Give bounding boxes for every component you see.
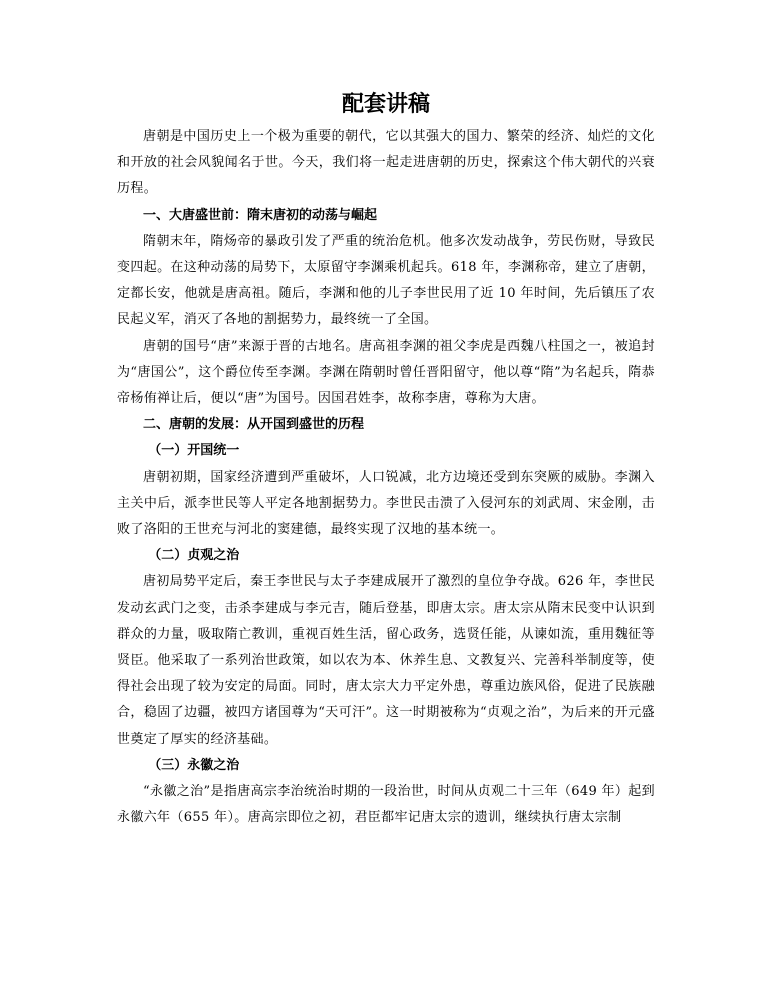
body-paragraph: “永徽之治”是指唐高宗李治统治时期的一段治世，时间从贞观二十三年（649 年）起到永徽六年（655 年）。唐高宗即位之初，君臣都牢记唐太宗的遗训，继续执行唐太宗制 (117, 784, 655, 826)
intro-paragraph: 唐朝是中国历史上一个极为重要的朝代，它以其强大的国力、繁荣的经济、灿烂的文化和开放的社会风貌闻名于世。今天，我们将一起走进唐朝的历史，探索这个伟大朝代的兴衰历程。 (117, 129, 655, 197)
body-paragraph: 隋朝末年，隋炀帝的暴政引发了严重的统治危机。他多次发动战争，劳民伤财，导致民变四起。在这种动荡的局势下，太原留守李渊乘机起兵。618 年，李渊称帝，建立了唐朝，定都长安，他就是唐高祖。随后，李渊和他的儿子李世民用了近 10 年时间，先后镇压了农民起义军，消灭了各地的割据势力，最终统一了全国。 (117, 233, 655, 328)
body-paragraph: 唐初局势平定后，秦王李世民与太子李建成展开了激烈的皇位争夺战。626 年，李世民发动玄武门之变，击杀李建成与李元吉，随后登基，即唐太宗。唐太宗从隋末民变中认识到群众的力量，吸取隋亡教训，重视百姓生活，留心政务，选贤任能，从谏如流，重用魏征等贤臣。他采取了一系列治世政策，如以农为本、休养生息、文教复兴、完善科举制度等，使得社会出现了较为安定的局面。同时，唐太宗大力平定外患，尊重边族风俗，促进了民族融合，稳固了边疆，被四方诸国尊为“天可汗”。这一时期被称为“贞观之治”，为后来的开元盛世奠定了厚实的经济基础。 (117, 574, 655, 747)
subsection-heading: （二）贞观之治 (148, 548, 240, 564)
section-heading: 一、大唐盛世前：隋末唐初的动荡与崛起 (143, 207, 378, 223)
subsection-heading: （一）开国统一 (148, 443, 240, 459)
section-heading: 二、唐朝的发展：从开国到盛世的历程 (143, 417, 365, 433)
document-page (117, 88, 655, 831)
document-title: 配套讲稿 (341, 91, 430, 117)
body-paragraph: 唐朝的国号“唐”来源于晋的古地名。唐高祖李渊的祖父李虎是西魏八柱国之一，被追封为“唐国公”，这个爵位传至李渊。李渊在隋朝时曾任晋阳留守，他以尊“隋”为名起兵，隋恭帝杨侑禅让后，便以“唐”为国号。因国君姓李，故称李唐，尊称为大唐。 (117, 338, 655, 407)
body-paragraph: 唐朝初期，国家经济遭到严重破坏，人口锐减，北方边境还受到东突厥的威胁。李渊入主关中后，派李世民等人平定各地割据势力。李世民击溃了入侵河东的刘武周、宋金刚，击败了洛阳的王世充与河北的窦建德，最终实现了汉地的基本统一。 (117, 469, 655, 538)
subsection-heading: （三）永徽之治 (148, 757, 240, 773)
